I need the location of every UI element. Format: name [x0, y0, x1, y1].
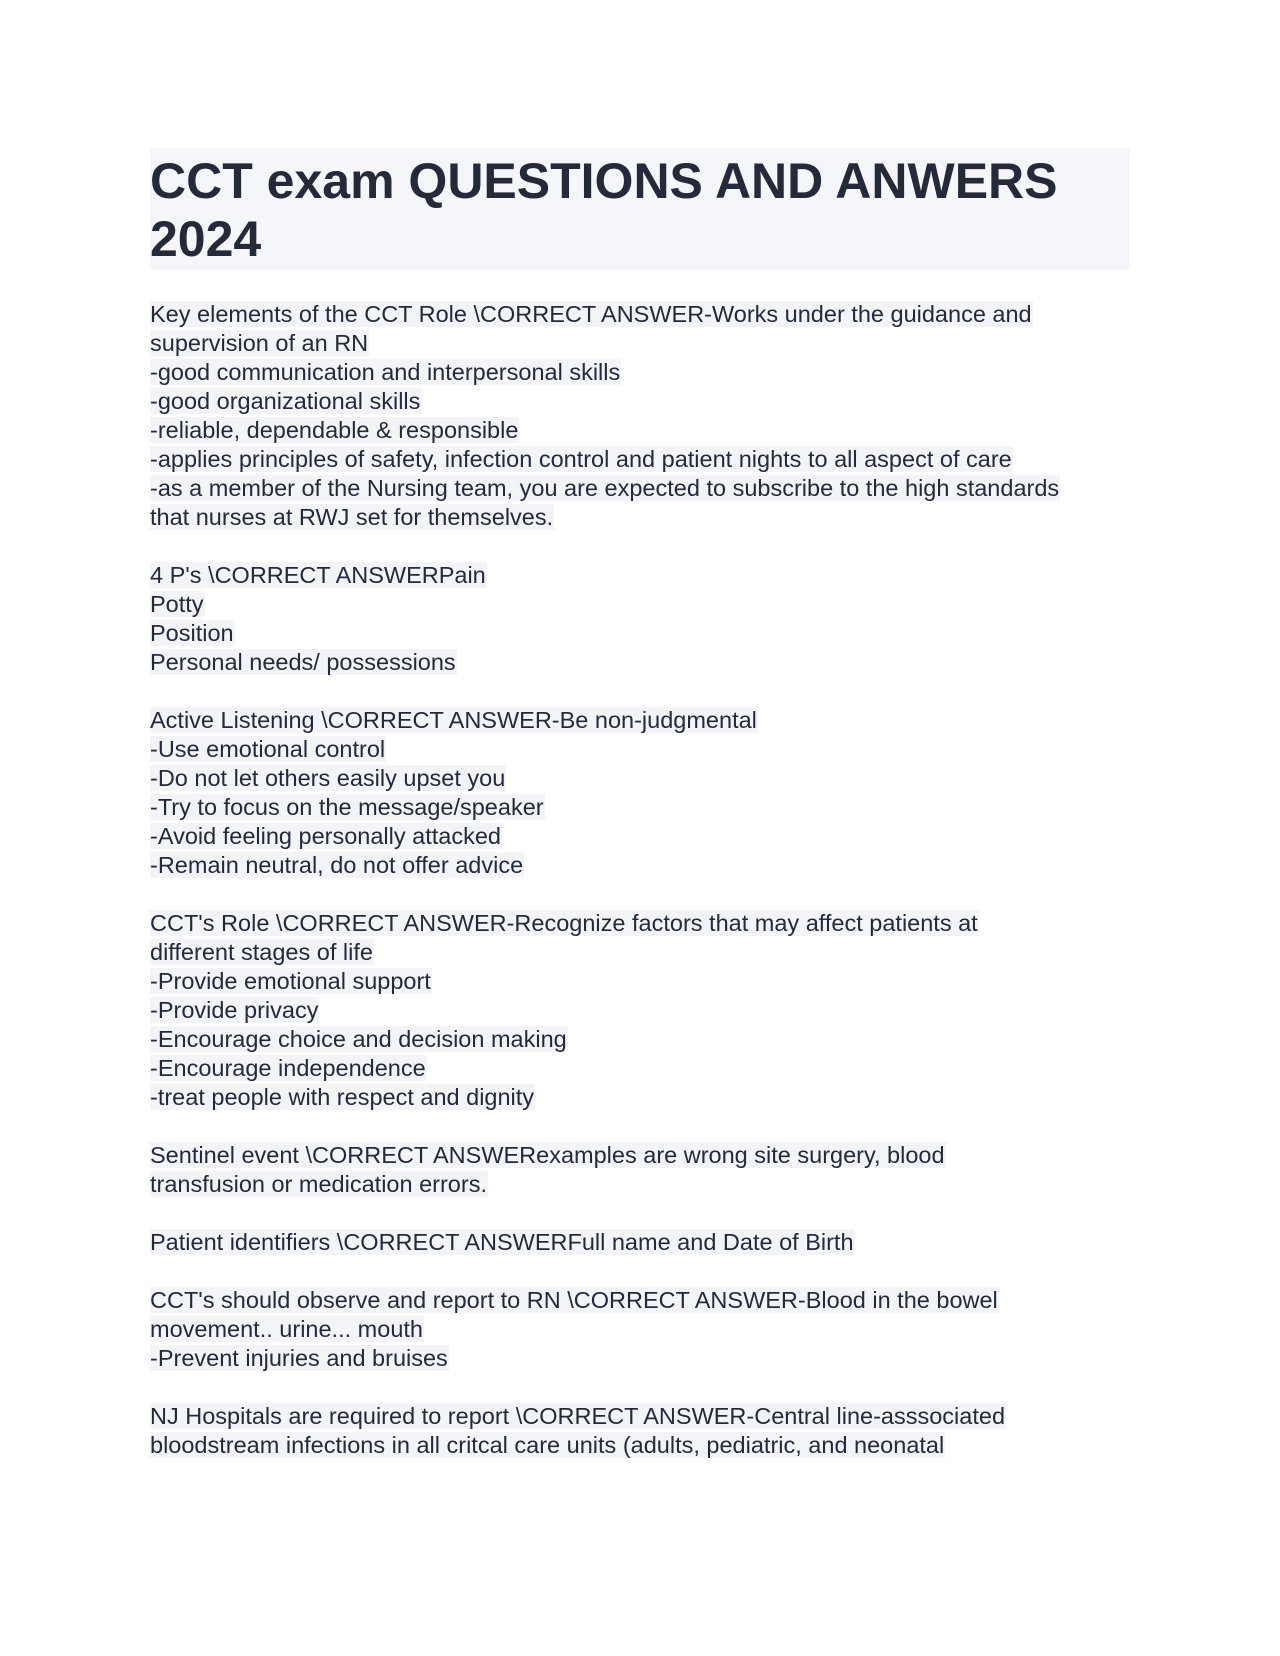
qa-line	[150, 619, 1130, 648]
qa-line-text: -Remain neutral, do not offer advice	[150, 852, 524, 878]
qa-line-text: -as a member of the Nursing team, you are expected to subscribe to the high standards	[150, 475, 1060, 501]
qa-line-text: bloodstream infections in all critcal care units (adults, pediatric, and neonatal	[150, 1432, 945, 1458]
qa-line	[150, 648, 1130, 677]
qa-block	[150, 1141, 1130, 1199]
qa-line-text: -Prevent injuries and bruises	[150, 1345, 448, 1371]
qa-line	[150, 358, 1130, 387]
qa-line	[150, 1228, 1130, 1257]
document-title	[150, 152, 1130, 268]
qa-line-text: -Try to focus on the message/speaker	[150, 794, 544, 820]
qa-line	[150, 474, 1130, 503]
qa-line-text: -good organizational skills	[150, 388, 421, 414]
qa-line	[150, 1315, 1130, 1344]
qa-line	[150, 909, 1130, 938]
qa-line-text: Patient identifiers \CORRECT ANSWERFull name and Date of Birth	[150, 1229, 854, 1255]
qa-line-text: -Use emotional control	[150, 736, 386, 762]
qa-line-text: Key elements of the CCT Role \CORRECT ANSWER-Works under the guidance and	[150, 301, 1032, 327]
qa-line-text: Active Listening \CORRECT ANSWER-Be non-judgmental	[150, 707, 757, 733]
qa-line	[150, 1054, 1130, 1083]
qa-line	[150, 1025, 1130, 1054]
qa-line	[150, 503, 1130, 532]
qa-line-text: movement.. urine... mouth	[150, 1316, 423, 1342]
document-page	[150, 148, 1130, 1489]
qa-line-text: -Do not let others easily upset you	[150, 765, 506, 791]
qa-line	[150, 416, 1130, 445]
qa-line-text: Potty	[150, 591, 204, 617]
qa-line	[150, 1170, 1130, 1199]
qa-line-text: transfusion or medication errors.	[150, 1171, 487, 1197]
qa-line-text: CCT's should observe and report to RN \CORRECT ANSWER-Blood in the bowel	[150, 1287, 998, 1313]
qa-line	[150, 387, 1130, 416]
qa-line	[150, 967, 1130, 996]
qa-block	[150, 300, 1130, 532]
qa-line-text: -treat people with respect and dignity	[150, 1084, 535, 1110]
qa-block	[150, 909, 1130, 1112]
qa-line	[150, 938, 1130, 967]
qa-line	[150, 735, 1130, 764]
qa-line	[150, 590, 1130, 619]
title-line: 2024	[150, 211, 262, 267]
qa-block	[150, 1228, 1130, 1257]
qa-block	[150, 1402, 1130, 1460]
qa-line-text: -good communication and interpersonal skills	[150, 359, 621, 385]
qa-line	[150, 1286, 1130, 1315]
qa-line	[150, 1431, 1130, 1460]
title-block	[150, 148, 1130, 270]
qa-line-text: 4 P's \CORRECT ANSWERPain	[150, 562, 486, 588]
qa-line-text: different stages of life	[150, 939, 373, 965]
qa-block	[150, 1286, 1130, 1373]
qa-block	[150, 706, 1130, 880]
qa-line-text: Position	[150, 620, 234, 646]
qa-line	[150, 851, 1130, 880]
qa-line-text: -applies principles of safety, infection control and patient nights to all aspect of care	[150, 446, 1012, 472]
qa-list	[150, 300, 1130, 1460]
qa-line-text: NJ Hospitals are required to report \CORRECT ANSWER-Central line-asssociated	[150, 1403, 1006, 1429]
qa-block	[150, 561, 1130, 677]
qa-line-text: Personal needs/ possessions	[150, 649, 456, 675]
qa-line-text: -Provide privacy	[150, 997, 319, 1023]
qa-line	[150, 329, 1130, 358]
qa-line	[150, 793, 1130, 822]
qa-line-text: -reliable, dependable & responsible	[150, 417, 519, 443]
qa-line-text: -Encourage independence	[150, 1055, 426, 1081]
qa-line	[150, 1141, 1130, 1170]
qa-line	[150, 996, 1130, 1025]
qa-line	[150, 822, 1130, 851]
qa-line	[150, 1344, 1130, 1373]
qa-line	[150, 1083, 1130, 1112]
qa-line-text: that nurses at RWJ set for themselves.	[150, 504, 554, 530]
qa-line-text: -Avoid feeling personally attacked	[150, 823, 501, 849]
title-line: CCT exam QUESTIONS AND ANWERS	[150, 153, 1058, 209]
qa-line	[150, 445, 1130, 474]
qa-line-text: -Encourage choice and decision making	[150, 1026, 567, 1052]
qa-line-text: -Provide emotional support	[150, 968, 431, 994]
qa-line	[150, 764, 1130, 793]
qa-line	[150, 706, 1130, 735]
qa-line-text: CCT's Role \CORRECT ANSWER-Recognize factors that may affect patients at	[150, 910, 978, 936]
qa-line-text: Sentinel event \CORRECT ANSWERexamples are wrong site surgery, blood	[150, 1142, 945, 1168]
qa-line-text: supervision of an RN	[150, 330, 369, 356]
qa-line	[150, 561, 1130, 590]
qa-line	[150, 1402, 1130, 1431]
qa-line	[150, 300, 1130, 329]
